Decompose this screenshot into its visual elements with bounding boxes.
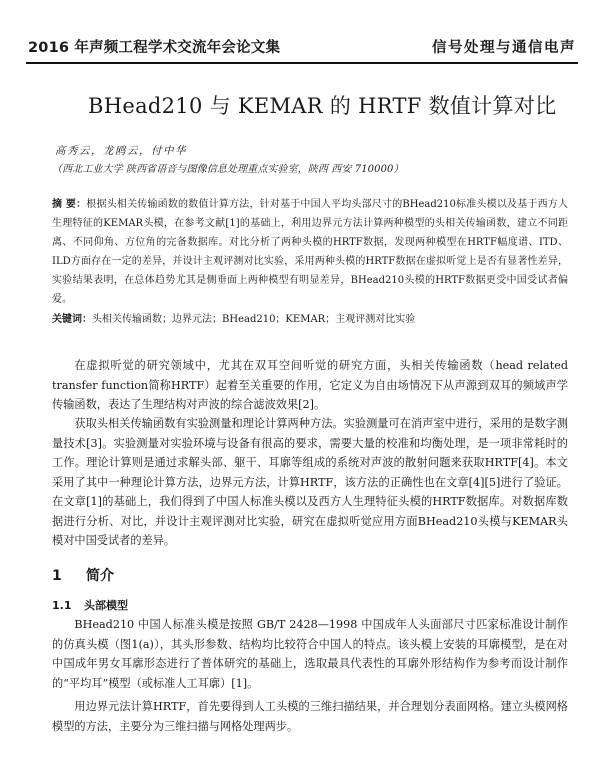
section-heading	[52, 565, 114, 585]
abstract-text: 根据头相关传输函数的数值计算方法，针对基于中国人平均头部尺寸的BHead210标准头模以及基于西方人生理特征的KEMAR头模，在参考文献[1]的基础上，利用边界元方法计算两种模型的头相关传输函数，建立不同距离、不同仰角、方位角的完备数据库。对比分析了两种头模的HRTF数据，发现两种模型在HRTF幅度谱、ITD、ILD方面存在一定的差异，并设计主观评测对比实验，采用两种头模的HRTF数据在虚拟听觉上是否有显著性差异，实验结果表明，在总体趋势尤其是侧垂面上两种模型有明显差异，BHead210头模的HRTF数据更受中国受试者偏爱。	[52, 199, 569, 305]
keywords	[52, 310, 568, 325]
section1-paragraph-2: 用边界元法计算HRTF，首先要得到人工头模的三维扫描结果，并合理划分表面网格。建立头模网格模型的方法，主要分为三维扫描与网格处理两步。	[52, 700, 568, 733]
paper-title: BHead210 与 KEMAR 的 HRTF 数值计算对比	[88, 94, 557, 118]
subsection-title: 头部模型	[84, 599, 128, 612]
header-rule	[26, 62, 578, 64]
subsection-heading	[52, 597, 128, 613]
authors: 高秀云，龙鸥云，付中华	[55, 145, 187, 157]
intro-paragraph-1: 在虚拟听觉的研究领域中，尤其在双耳空间听觉的研究方面，头相关传输函数（head related transfer function简称HRTF）起着至关重要的作用，它定义为自由场情况下从声源到双耳的频域声学传输函数，表达了生理结构对声波的综合滤波效果[2]。	[52, 359, 568, 411]
section-title: 简介	[86, 568, 114, 584]
journal-name: 2016 年声频工程学术交流年会论文集	[28, 40, 281, 56]
abstract-label: 摘 要：	[52, 199, 87, 210]
running-header	[28, 36, 576, 60]
keywords-text: 头相关传输函数；边界元法；BHead210；KEMAR；主观评测对比实验	[92, 314, 416, 325]
section-name: 信号处理与通信电声	[432, 39, 576, 56]
subsection-number: 1.1	[52, 599, 72, 612]
section1-paragraph-1: BHead210 中国人标准头模是按照 GB/T 2428—1998 中国成年人头面部尺寸匹家标准设计制作的仿真头模（图1(a)），其头形参数、结构均比较符合中国人的特点。该头模上安装的耳廓模型，是在对中国成年男女耳廓形态进行了普体研究的基础上，选取最具代表性的耳廓外形结构作为参考而设计制作的“平均耳”模型（或标准人工耳廓）[1]。	[52, 618, 568, 690]
section-number: 1	[52, 568, 62, 584]
abstract	[52, 195, 568, 309]
keywords-label: 关键词：	[52, 314, 92, 325]
affiliation: （西北工业大学 陕西省语音与图像信息处理重点实验室，陕西 西安 710000）	[52, 164, 404, 175]
intro-paragraph-2: 获取头相关传输函数有实验测量和理论计算两种方法。实验测量可在消声室中进行，采用的是数字测量技术[3]。实验测量对实验环境与设备有很高的要求，需要大量的校准和均衡处理，是一项非常耗时的工作。理论计算则是通过求解头部、躯干、耳廓等组成的系统对声波的散射问题来获取HRTF[4]。本文采用了其中一种理论计算方法，边界元方法，计算HRTF，该方法的正确性也在文章[4][5]进行了验证。在文章[1]的基础上，我们得到了中国人标准头模以及西方人生理特征头模的HRTF数据库。对数据库数据进行分析、对比，并设计主观评测对比实验，研究在虚拟听觉应用方面BHead210头模与KEMAR头模对中国受试者的差异。	[52, 417, 568, 547]
